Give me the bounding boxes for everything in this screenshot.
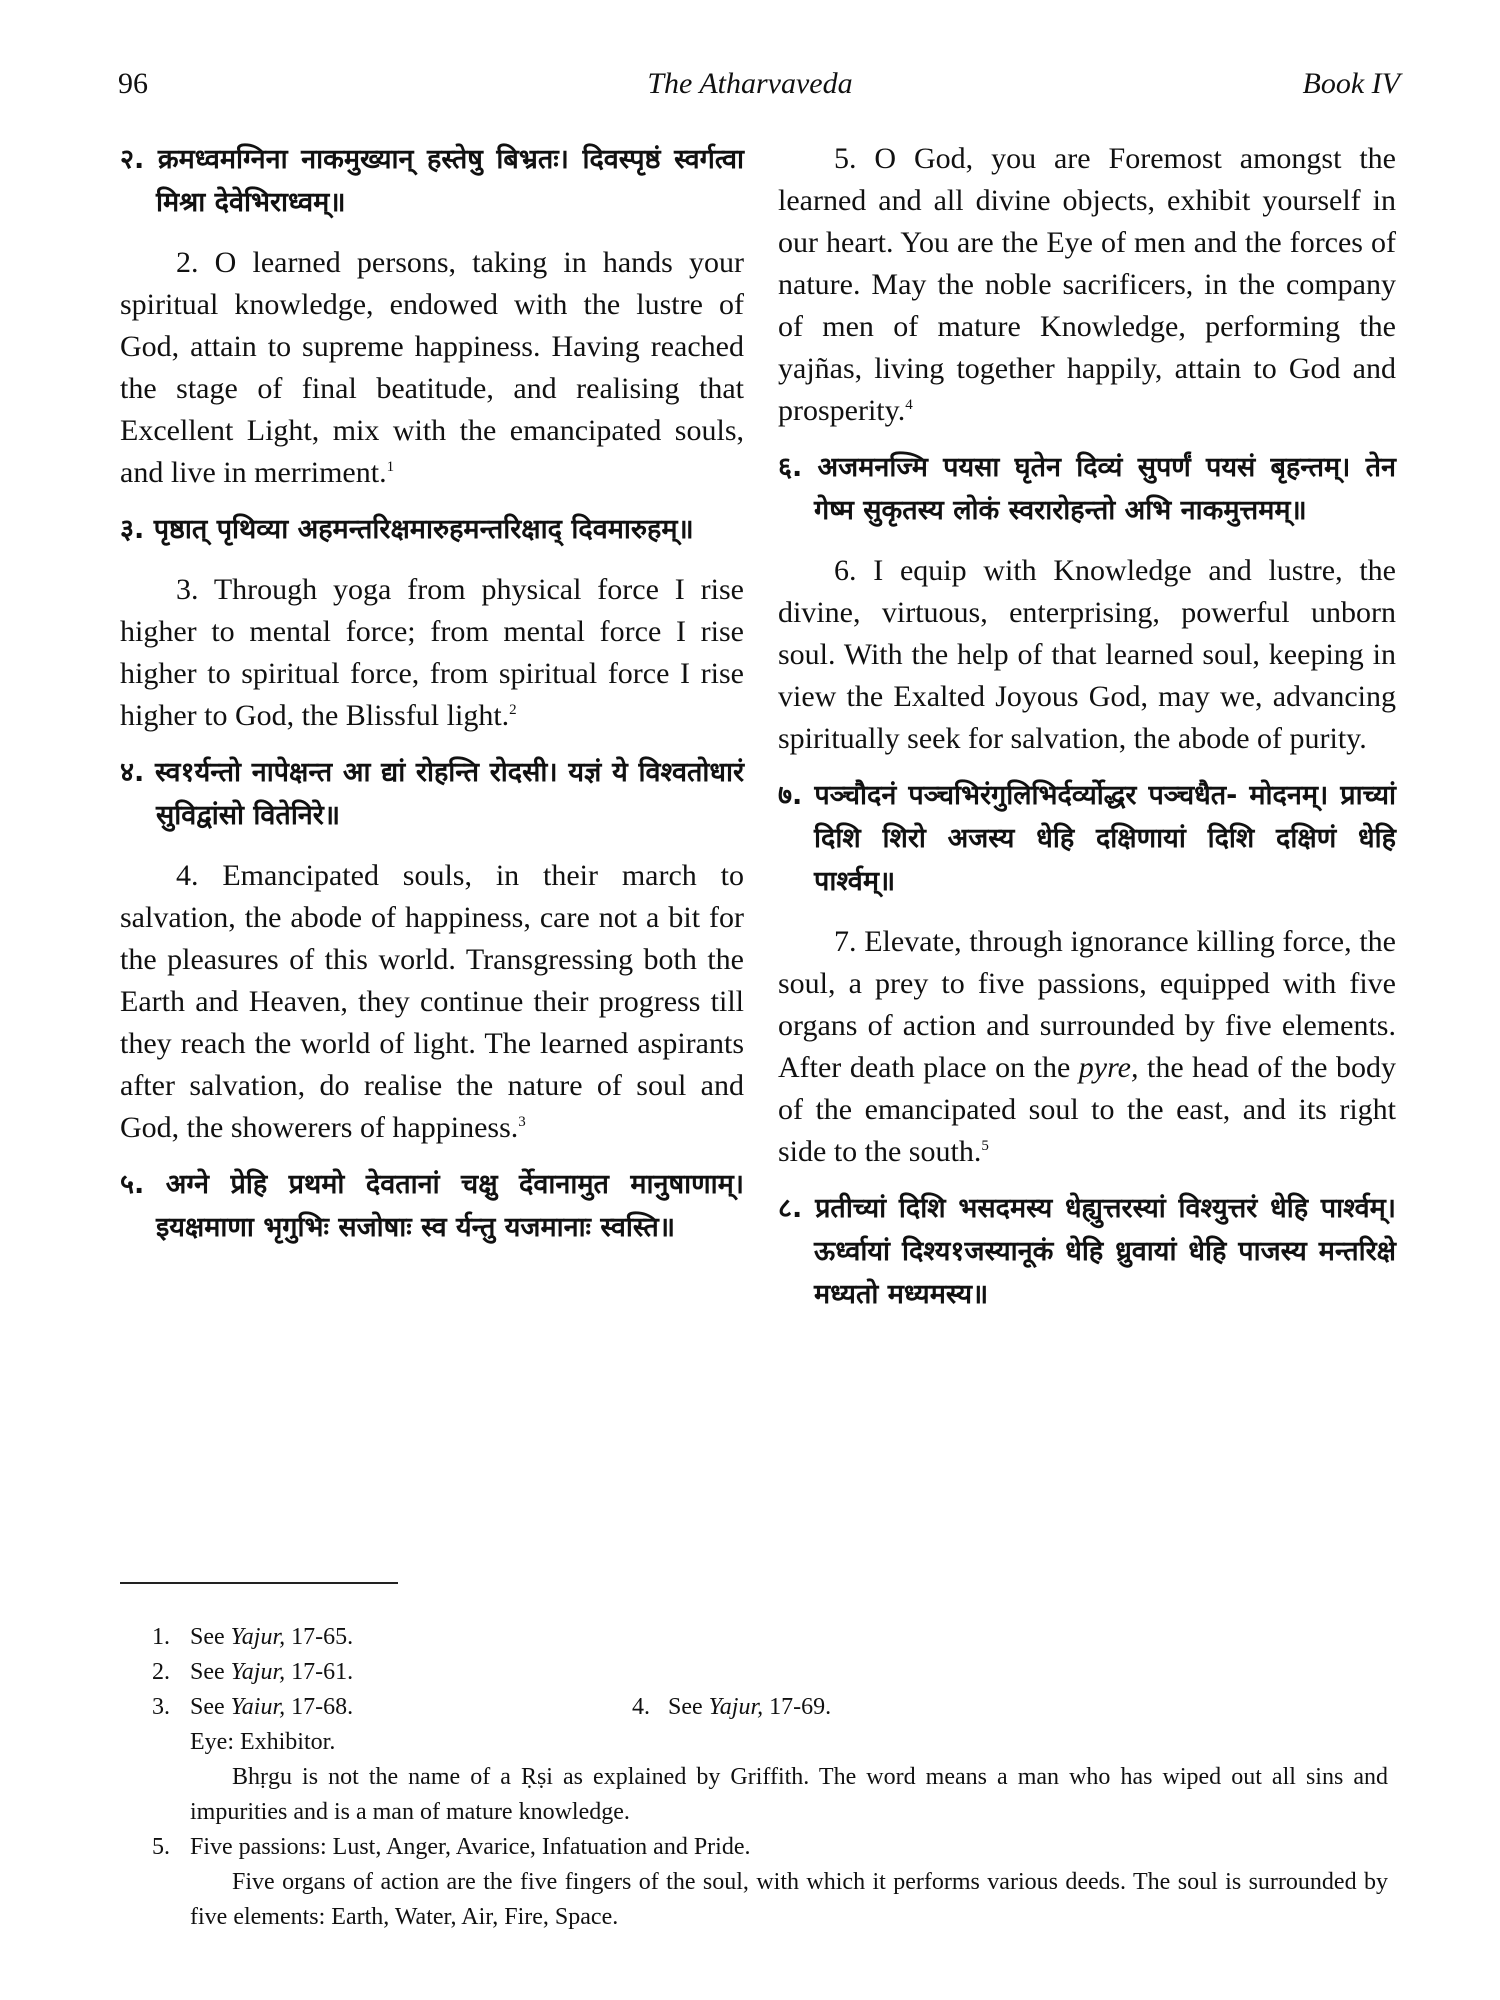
footnotes: [152, 1620, 1388, 1935]
book-label: Book IV: [1302, 67, 1400, 100]
footnote-1: [152, 1620, 1388, 1655]
footnote-1-verse: 17-65.: [285, 1624, 354, 1650]
sanskrit-verse-3: ३. पृष्ठात् पृथिव्या अहमन्तरिक्षमारुहमन्तरिक्षाद् दिवमारुहम्॥: [120, 514, 694, 545]
sanskrit-verse-4: ४. स्व१र्यन्तो नापेक्षन्त आ द्यां रोहन्ति रोदसी। यज्ञं ये विश्वतोधारं सुविद्वांसो वितेनिरे॥: [120, 757, 744, 831]
translation-5-text: 5. O God, you are Foremost amongst the learned and all divine objects, exhibit yourself in our heart. You are the Eye of men and the forces of nature. May the noble sacrificers, in the company of men of mature Knowledge, performing the yajñas, living together happily, attain to God and prosperity.: [778, 142, 1396, 427]
sanskrit-verse-8: ८. प्रतीच्यां दिशि भसदमस्य धेह्युत्तरस्यां विश्युत्तरं धेहि पार्श्वम्। ऊर्ध्वायां दिश्य१जस्यानूकं धेहि ध्रुवायां धेहि पाजस्य मन्तरिक्षे मध्यतो मध्यमस्य॥: [778, 1193, 1396, 1310]
footnote-2-ref: Yajur,: [230, 1659, 286, 1685]
footnote-3: [152, 1690, 1388, 1725]
running-title: The Atharvaveda: [647, 67, 853, 100]
footnote-divider: [120, 1582, 398, 1584]
footnote-4-see: See: [668, 1694, 709, 1720]
footnote-2-verse: 17-61.: [285, 1659, 354, 1685]
sanskrit-verse-7: ७. पञ्चौदनं पञ्चभिरंगुलिभिर्दर्व्योद्धर पञ्चधैत- मोदनम्। प्राच्यां दिशि शिरो अजस्य धेहि दक्षिणायां दिशि दक्षिणं धेहि पार्श्वम्॥: [778, 780, 1396, 897]
right-column: [778, 138, 1396, 1334]
footnote-3-verse: 17-68.: [285, 1694, 354, 1720]
note-ref-4: 4: [905, 397, 913, 413]
footnote-organs-note: Five organs of action are the five fingers of the soul, with which it performs various deeds. The soul is surrounded by five elements: Earth, Water, Air, Fire, Space.: [190, 1869, 1388, 1930]
footnote-4-ref: Yajur,: [708, 1694, 764, 1720]
footnote-2-number: 2.: [152, 1659, 170, 1685]
footnote-eye-note: Eye: Exhibitor.: [190, 1729, 336, 1755]
footnote-2: [152, 1655, 1388, 1690]
footnote-1-number: 1.: [152, 1624, 170, 1650]
footnote-4-number: 4.: [632, 1694, 650, 1720]
page-number: 96: [118, 67, 148, 100]
footnote-1-ref: Yajur,: [230, 1624, 286, 1650]
translation-3-text: 3. Through yoga from physical force I rise higher to mental force; from mental force I rise higher to spiritual force, from spiritual force I rise higher to God, the Blissful light.: [120, 573, 744, 732]
left-column: [120, 138, 744, 1267]
note-ref-2: 2: [509, 702, 517, 718]
translation-7: [778, 921, 1396, 1173]
translation-7-text-end: the head of the body of the emancipated soul to the east, and its right side to the south.: [778, 1051, 1396, 1168]
note-ref-5: 5: [981, 1138, 989, 1154]
sanskrit-verse-5: ५. अग्ने प्रेहि प्रथमो देवतानां चक्षु र्देवानामुत मानुषाणाम्। इयक्षमाणा भृगुभिः सजोषाः स्व र्यन्तु यजमानाः स्वस्ति॥: [120, 1169, 744, 1243]
translation-7-text: 7. Elevate, through ignorance killing force, the soul, a prey to five passions, equipped with five organs of action and surrounded by five elements. After death place on the: [778, 925, 1396, 1084]
footnote-4-verse: 17-69.: [763, 1694, 832, 1720]
translation-2: [120, 242, 744, 494]
footnote-3-see: See: [190, 1694, 231, 1720]
translation-6: 6. I equip with Knowledge and lustre, the divine, virtuous, enterprising, powerful unborn soul. With the help of that learned soul, keeping in view the Exalted Joyous God, may we, advancing spiritually seek for salvation, the abode of purity.: [778, 554, 1396, 755]
footnote-5: [152, 1830, 1388, 1865]
footnote-1-see: See: [190, 1624, 231, 1650]
translation-4-text: 4. Emancipated souls, in their march to salvation, the abode of happiness, care not a bit for the pleasures of this world. Transgressing both the Earth and Heaven, they continue their progress till they reach the world of light. The learned aspirants after salvation, do realise the nature of soul and God, the showerers of happiness.: [120, 859, 744, 1144]
footnote-5-text: Five passions: Lust, Anger, Avarice, Infatuation and Pride.: [190, 1834, 751, 1860]
footnote-5-number: 5.: [152, 1834, 170, 1860]
translation-5: [778, 138, 1396, 432]
footnote-3-number: 3.: [152, 1694, 170, 1720]
italic-pyre: pyre,: [1078, 1051, 1139, 1084]
footnote-3-ref: Yaiur,: [230, 1694, 286, 1720]
sanskrit-verse-6: ६. अजमनज्मि पयसा घृतेन दिव्यं सुपर्णं पयसं बृहन्तम्। तेन गेष्म सुकृतस्य लोकं स्वरारोहन्तो अभि नाकमुत्तमम्॥: [778, 452, 1396, 526]
footnote-2-see: See: [190, 1659, 231, 1685]
note-ref-1: 1: [386, 459, 395, 475]
sanskrit-verse-2: २. क्रमध्वमग्निना नाकमुख्यान् हस्तेषु बिभ्रतः। दिवस्पृष्ठं स्वर्गत्वा मिश्रा देवेभिराध्वम्॥: [120, 144, 744, 218]
footnote-4: [632, 1690, 831, 1725]
translation-4: [120, 855, 744, 1149]
translation-2-text: 2. O learned persons, taking in hands your spiritual knowledge, endowed with the lustre of God, attain to supreme happiness. Having reached the stage of final beatitude, and realising that Excellent Light, mix with the emancipated souls, and live in merriment.: [120, 246, 744, 489]
translation-3: [120, 569, 744, 737]
note-ref-3: 3: [518, 1114, 526, 1130]
footnote-bhrgu-note: Bhṛgu is not the name of a Ṛṣi as explained by Griffith. The word means a man who has wiped out all sins and impurities and is a man of mature knowledge.: [190, 1764, 1388, 1825]
